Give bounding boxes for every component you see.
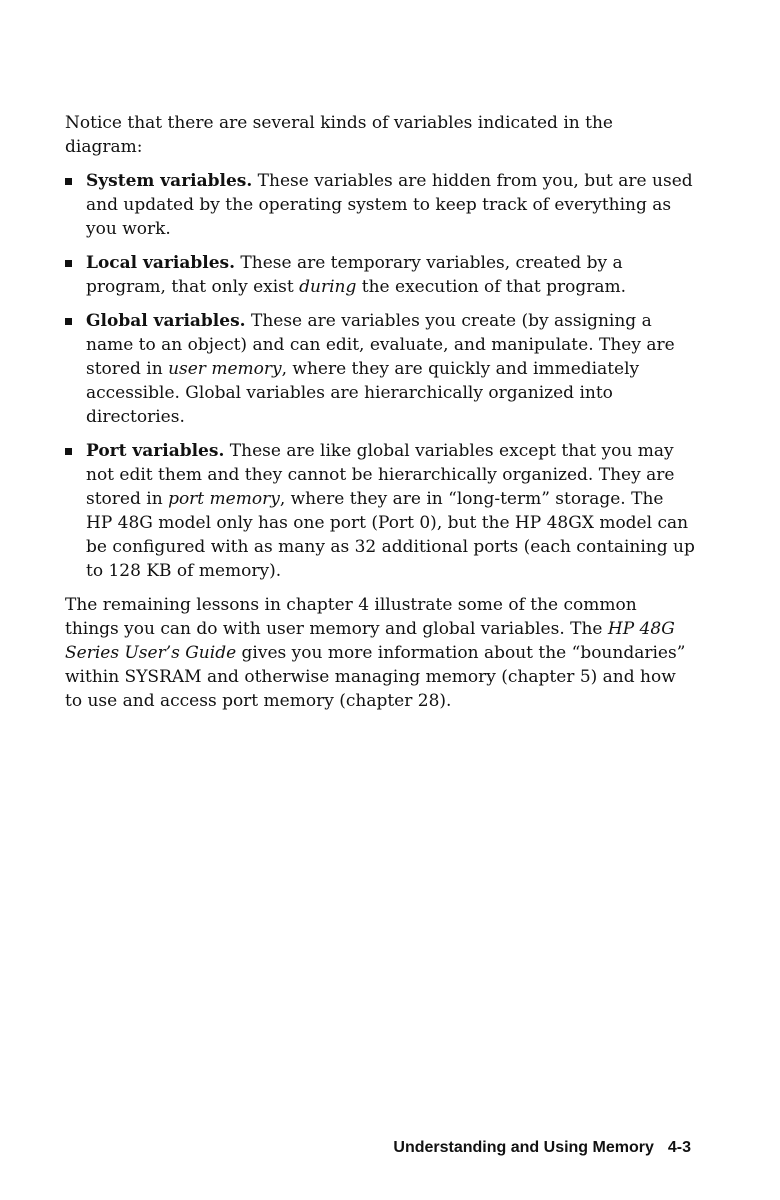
item-text: These variables are hidden from you, but are used and updated by the operating system to keep track of everything as you work.: [86, 171, 693, 239]
page-body: [65, 111, 695, 713]
page-footer: [393, 1138, 691, 1158]
term-system-variables: System variables.: [86, 171, 253, 191]
square-bullet-icon: [65, 260, 72, 267]
closing-paragraph: [65, 593, 695, 713]
guide-title: HP 48G Series User’s Guide: [65, 619, 675, 663]
term-local-variables: Local variables.: [86, 253, 236, 273]
closing-text: The remaining lessons in chapter 4 illustrate some of the common things you can do with user memory and global variables. The: [65, 595, 637, 639]
item-text: These are variables you create (by assigning a name to an object) and can edit, evaluate, and manipulate. They are stored in: [86, 311, 675, 379]
emphasis-text: user memory: [168, 359, 282, 379]
item-text: the execution of that program.: [356, 277, 627, 297]
intro-paragraph: Notice that there are several kinds of variables indicated in the diagram:: [65, 113, 613, 157]
closing-text: gives you more information about the “boundaries” within SYSRAM and otherwise managing memory (chapter 5) and how to use and access port memory (chapter 28).: [65, 643, 686, 711]
list-item-global-variables: [65, 309, 695, 429]
list-item-port-variables: [65, 439, 695, 583]
chapter-title: Understanding and Using Memory: [393, 1139, 654, 1156]
square-bullet-icon: [65, 448, 72, 455]
square-bullet-icon: [65, 178, 72, 185]
term-global-variables: Global variables.: [86, 311, 246, 331]
item-text: , where they are quickly and immediately accessible. Global variables are hierarchically organized into directories.: [86, 359, 640, 427]
emphasis-text: port memory: [168, 489, 280, 509]
list-item-local-variables: [65, 251, 695, 299]
list-item-system-variables: [65, 169, 695, 241]
variable-kinds-list: [65, 169, 695, 583]
square-bullet-icon: [65, 318, 72, 325]
emphasis-text: during: [299, 277, 357, 297]
item-text: , where they are in “long-term” storage. The HP 48G model only has one port (Port 0), but the HP 48GX model can be configured with as many as 32 additional ports (each containing up to 128 KB of memory).: [86, 489, 695, 581]
page-number: 4-3: [667, 1139, 691, 1156]
term-port-variables: Port variables.: [86, 441, 225, 461]
item-text: These are like global variables except that you may not edit them and they cannot be hierarchically organized. They are stored in: [86, 441, 675, 509]
item-text: These are temporary variables, created by a program, that only exist: [86, 253, 623, 297]
